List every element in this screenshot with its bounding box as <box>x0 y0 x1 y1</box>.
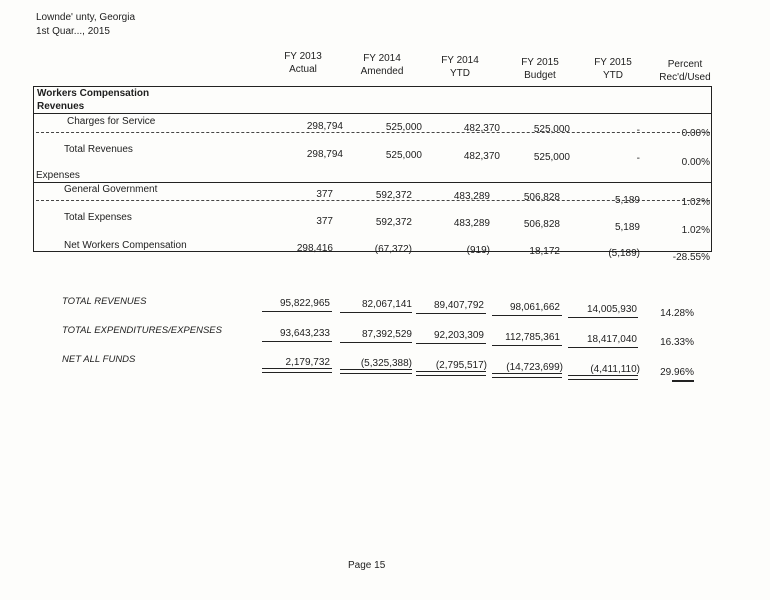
cell: 1.02% <box>681 225 710 236</box>
cell: 525,000 <box>385 122 422 133</box>
cell: 0.00% <box>681 157 710 168</box>
page-number: Page 15 <box>348 560 386 571</box>
cell: 18,417,040 <box>586 334 637 345</box>
rule <box>568 375 638 380</box>
cell: - <box>636 125 640 136</box>
net-all-funds-label: NET ALL FUNDS <box>62 354 136 365</box>
rule <box>672 380 694 382</box>
cell: 92,203,309 <box>433 330 484 341</box>
fund-title: Workers Compensation <box>37 88 150 99</box>
rule <box>36 132 710 133</box>
cell: 2,179,732 <box>285 357 330 368</box>
row-label: Charges for Service <box>67 116 156 127</box>
rule <box>262 341 332 342</box>
cell: 525,000 <box>533 152 570 163</box>
cell: 482,370 <box>463 151 500 162</box>
rule <box>33 182 712 183</box>
rule <box>340 369 412 374</box>
cell: (5,325,388) <box>360 358 412 369</box>
col-header-fy2014-amended: FY 2014 Amended <box>360 53 404 77</box>
cell: 525,000 <box>533 124 570 135</box>
cell: 298,416 <box>296 243 333 254</box>
rule <box>340 342 412 343</box>
cell: (5,189) <box>608 248 640 259</box>
cell: 377 <box>316 216 333 227</box>
rule <box>262 311 332 312</box>
cell: (14,723,699) <box>506 362 563 373</box>
cell: (67,372) <box>374 244 412 255</box>
col-header-fy2013-actual: FY 2013 Actual <box>284 51 322 75</box>
rule <box>492 373 562 378</box>
cell: 298,794 <box>306 149 343 160</box>
cell: (4,411,110) <box>590 364 640 375</box>
rule <box>262 368 332 373</box>
cell: -28.55% <box>672 252 710 263</box>
cell: 592,372 <box>375 217 412 228</box>
rule <box>492 345 562 346</box>
cell: 16.33% <box>660 337 694 348</box>
county-name: Lownde' unty, Georgia <box>36 12 136 23</box>
row-label: Total Revenues <box>64 144 133 155</box>
cell: 0.00% <box>681 128 710 139</box>
col-header-fy2015-budget: FY 2015 Budget <box>521 57 559 81</box>
cell: - <box>636 153 640 164</box>
cell: (919) <box>466 245 490 256</box>
cell: 483,289 <box>453 191 490 202</box>
rule <box>36 200 710 201</box>
cell: 592,372 <box>375 190 412 201</box>
rule <box>33 113 712 114</box>
rule <box>492 315 562 316</box>
cell: 82,067,141 <box>361 299 412 310</box>
row-label: Total Expenses <box>64 212 132 223</box>
col-header-percent: Percent Rec'd/Used <box>659 59 711 83</box>
cell: 14.28% <box>660 308 694 319</box>
rule <box>416 313 486 314</box>
cell: 18,172 <box>529 246 560 257</box>
cell: 506,828 <box>523 219 560 230</box>
rule <box>568 347 638 348</box>
cell: 14,005,930 <box>586 304 637 315</box>
cell: 95,822,965 <box>279 298 330 309</box>
cell: 506,828 <box>523 192 560 203</box>
cell: 298,794 <box>306 121 343 132</box>
col-header-fy2015-ytd: FY 2015 YTD <box>594 57 632 81</box>
cell: 87,392,529 <box>361 329 412 340</box>
cell: 377 <box>316 189 333 200</box>
rule <box>568 317 638 318</box>
cell: (2,795,517) <box>435 360 487 371</box>
total-expenditures-label: TOTAL EXPENDITURES/EXPENSES <box>62 325 222 336</box>
cell: 29.96% <box>660 367 694 378</box>
cell: 89,407,792 <box>433 300 484 311</box>
col-header-fy2014-ytd: FY 2014 YTD <box>441 55 479 79</box>
rule <box>416 371 486 376</box>
cell: 112,785,361 <box>505 332 560 343</box>
rule <box>340 312 412 313</box>
expenses-heading: Expenses <box>36 170 80 181</box>
row-label: General Government <box>64 184 158 195</box>
report-quarter: 1st Quar..., 2015 <box>36 26 110 37</box>
revenues-heading: Revenues <box>37 101 85 112</box>
cell: 525,000 <box>385 150 422 161</box>
row-label: Net Workers Compensation <box>64 240 187 251</box>
cell: 5,189 <box>614 195 640 206</box>
cell: 93,643,233 <box>279 328 330 339</box>
rule <box>416 343 486 344</box>
cell: 98,061,662 <box>509 302 560 313</box>
cell: 483,289 <box>453 218 490 229</box>
cell: 482,370 <box>463 123 500 134</box>
cell: 5,189 <box>614 222 640 233</box>
total-revenues-label: TOTAL REVENUES <box>62 296 147 307</box>
cell: 1.02% <box>681 197 710 208</box>
